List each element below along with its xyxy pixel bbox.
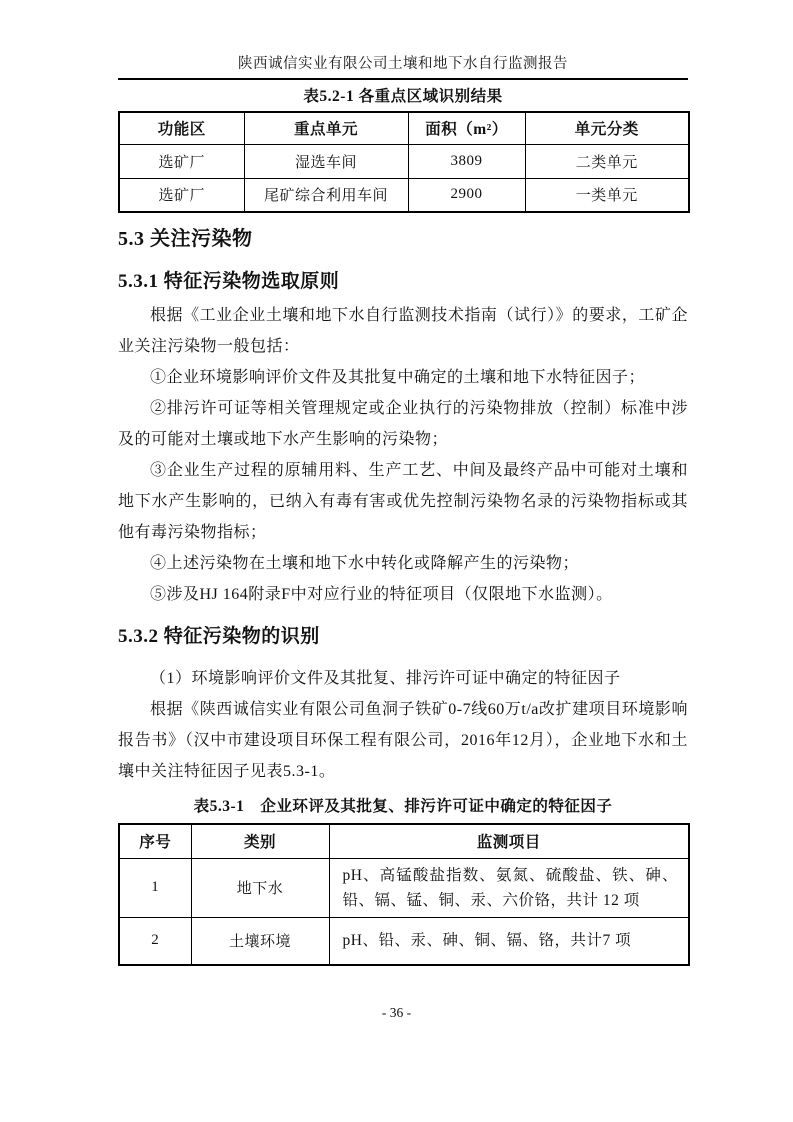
table-cell: 湿选车间 bbox=[244, 144, 408, 178]
table-cell: 二类单元 bbox=[525, 144, 689, 178]
table-cell: 3809 bbox=[408, 144, 525, 178]
table-cell: 2 bbox=[119, 917, 191, 965]
column-header: 面积（m²） bbox=[408, 112, 525, 144]
table-cell: 选矿厂 bbox=[119, 144, 244, 178]
paragraph: ①企业环境影响评价文件及其批复中确定的土壤和地下水特征因子； bbox=[150, 369, 646, 386]
table-531 bbox=[118, 823, 690, 966]
paragraph: ②排污许可证等相关管理规定或企业执行的污染物排放（控制）标准中涉及的可能对土壤或地下水产生影响的污染物； bbox=[118, 400, 688, 448]
table-cell: 选矿厂 bbox=[119, 178, 244, 212]
page-number: - 36 - bbox=[381, 1005, 412, 1020]
section-heading-5-3: 5.3 关注污染物 bbox=[118, 228, 253, 250]
column-header: 单元分类 bbox=[525, 112, 689, 144]
section-5-3-2-body bbox=[118, 663, 688, 787]
paragraph: 根据《工业企业土壤和地下水自行监测技术指南（试行）》的要求，工矿企业关注污染物一般包括： bbox=[118, 307, 688, 355]
table-521-header-row bbox=[119, 112, 689, 144]
table-row bbox=[119, 858, 689, 917]
paragraph: ③企业生产过程的原辅用料、生产工艺、中间及最终产品中可能对土壤和地下水产生影响的，已纳入有毒有害或优先控制污染物名录的污染物指标或其他有毒污染物指标； bbox=[118, 462, 688, 541]
table-cell: pH、铅、汞、砷、铜、镉、铬，共计7 项 bbox=[329, 917, 689, 965]
column-header: 重点单元 bbox=[244, 112, 408, 144]
table-521-caption: 表5.2-1 各重点区域识别结果 bbox=[303, 88, 503, 105]
column-header: 监测项目 bbox=[329, 824, 689, 858]
column-header: 类别 bbox=[191, 824, 329, 858]
table-cell: 土壤环境 bbox=[191, 917, 329, 965]
table-row bbox=[119, 178, 689, 212]
column-header: 序号 bbox=[119, 824, 191, 858]
table-cell: 尾矿综合利用车间 bbox=[244, 178, 408, 212]
document-header-title: 陕西诚信实业有限公司土壤和地下水自行监测报告 bbox=[238, 56, 568, 72]
table-cell: 地下水 bbox=[191, 858, 329, 917]
paragraph: ④上述污染物在土壤和地下水中转化或降解产生的污染物； bbox=[150, 555, 580, 572]
table-row bbox=[119, 144, 689, 178]
table-row bbox=[119, 917, 689, 965]
table-521 bbox=[118, 111, 690, 213]
section-heading-5-3-1: 5.3.1 特征污染物选取原则 bbox=[118, 271, 340, 292]
column-header: 功能区 bbox=[119, 112, 244, 144]
table-cell: 2900 bbox=[408, 178, 525, 212]
section-heading-5-3-2: 5.3.2 特征污染物的识别 bbox=[118, 626, 320, 647]
section-5-3-1-body bbox=[118, 300, 688, 610]
paragraph: （1）环境影响评价文件及其批复、排污许可证中确定的特征因子 bbox=[150, 670, 621, 687]
table-531-caption: 表5.3-1 企业环评及其批复、排污许可证中确定的特征因子 bbox=[193, 798, 613, 815]
table-531-header-row bbox=[119, 824, 689, 858]
paragraph: ⑤涉及HJ 164附录F中对应行业的特征项目（仅限地下水监测）。 bbox=[150, 586, 613, 603]
table-cell: 一类单元 bbox=[525, 178, 689, 212]
paragraph: 根据《陕西诚信实业有限公司鱼洞子铁矿0-7线60万t/a改扩建项目环境影响报告书》（汉中市建设项目环保工程有限公司，2016年12月），企业地下水和土壤中关注特征因子见表5.3-1。 bbox=[118, 701, 688, 780]
document-header bbox=[118, 0, 688, 80]
table-cell: pH、高锰酸盐指数、氨氮、硫酸盐、铁、砷、铅、镉、锰、铜、汞、六价铬，共计 12 项 bbox=[329, 858, 689, 917]
table-cell: 1 bbox=[119, 858, 191, 917]
page-content bbox=[118, 0, 688, 966]
